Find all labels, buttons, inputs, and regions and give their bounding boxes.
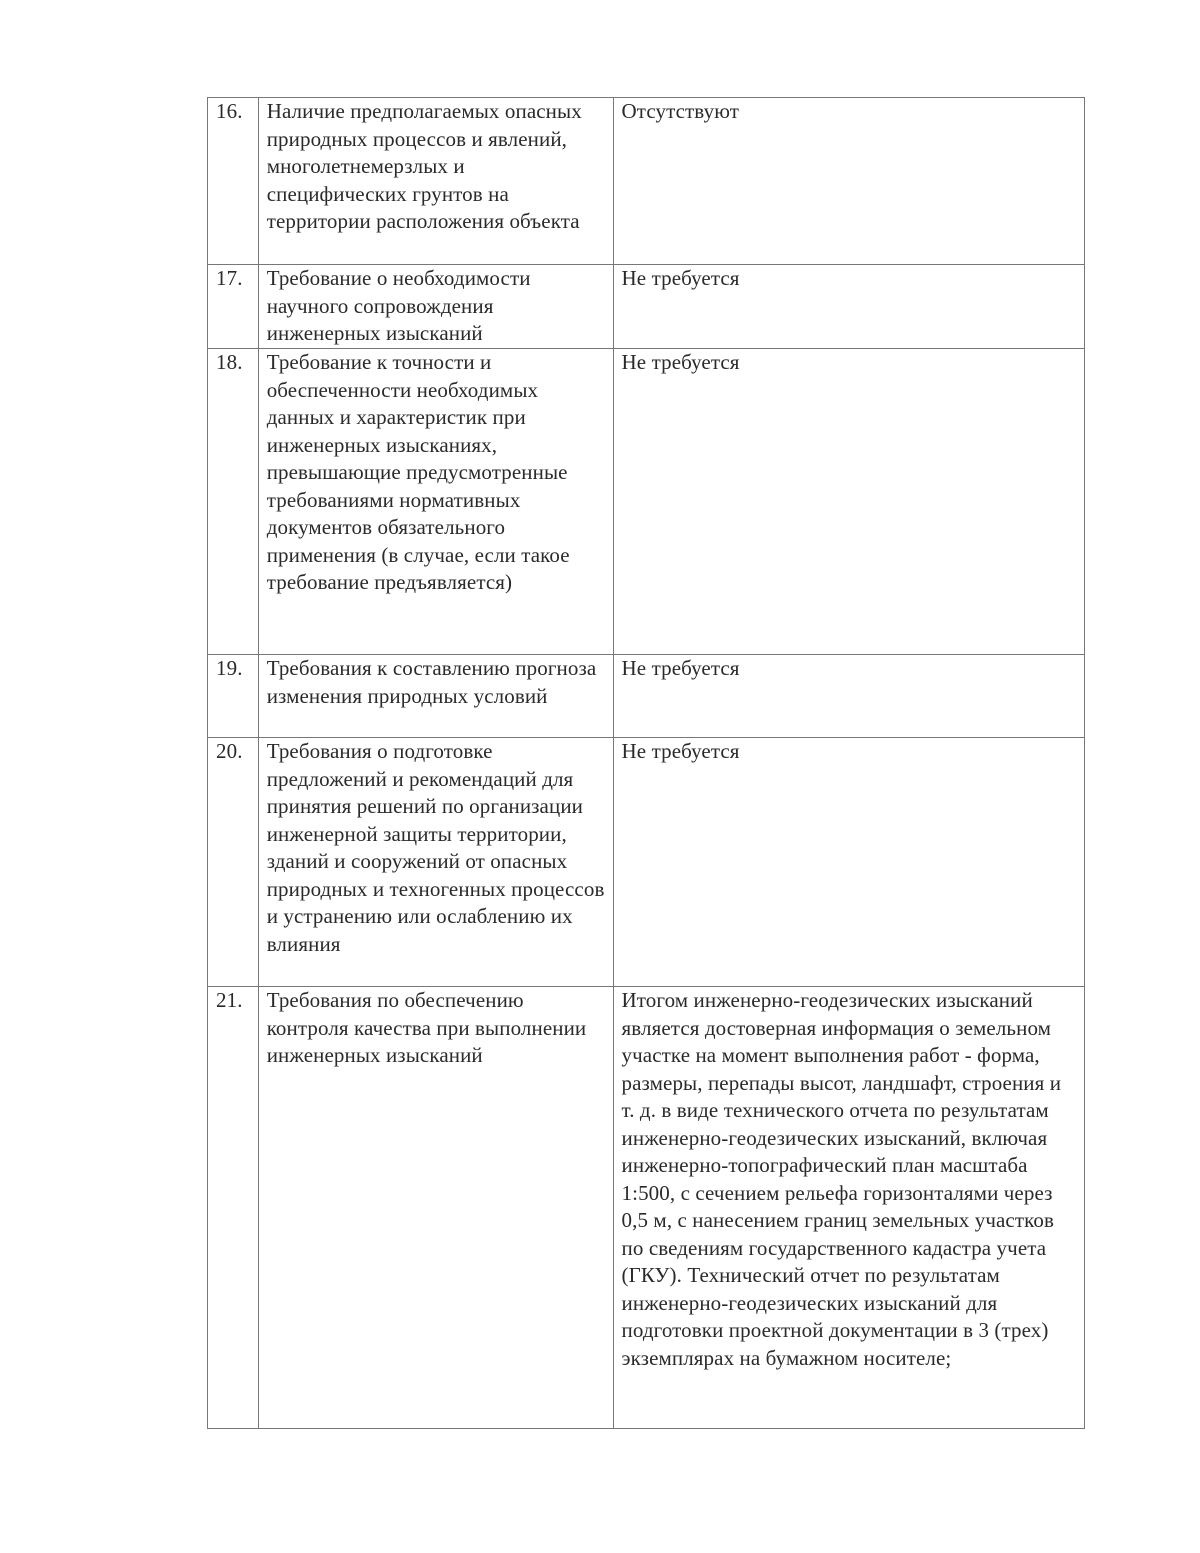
requirement-text: Требования к составлению прогноза изменения природных условий bbox=[266, 656, 597, 708]
table-row bbox=[208, 98, 1085, 265]
value-text: Отсутствуют bbox=[621, 99, 739, 123]
requirement-cell bbox=[258, 265, 613, 349]
requirement-text: Требования о подготовке предложений и рекомендаций для принятия решений по организации инженерной защиты территории, зданий и сооружений от опасных природных и техногенных процессов и устранению или ослаблению их влияния bbox=[266, 739, 605, 956]
value-cell bbox=[613, 265, 1084, 349]
table-row bbox=[208, 265, 1085, 349]
row-number: 21. bbox=[208, 987, 259, 1429]
requirement-text: Требования по обеспечению контроля качества при выполнении инженерных изысканий bbox=[266, 988, 587, 1067]
value-cell bbox=[613, 98, 1084, 265]
row-number: 16. bbox=[208, 98, 259, 265]
requirement-cell bbox=[258, 987, 613, 1429]
value-text: Не требуется bbox=[621, 266, 740, 290]
requirement-text: Требование о необходимости научного сопровождения инженерных изысканий bbox=[266, 266, 531, 345]
row-number: 17. bbox=[208, 265, 259, 349]
requirement-cell bbox=[258, 738, 613, 987]
value-text: Не требуется bbox=[621, 656, 740, 680]
row-number: 18. bbox=[208, 349, 259, 655]
requirement-text: Наличие предполагаемых опасных природных процессов и явлений, многолетнемерзлых и специфических грунтов на территории расположения объекта bbox=[266, 99, 582, 233]
value-text: Не требуется bbox=[621, 739, 740, 763]
table-row bbox=[208, 655, 1085, 738]
requirements-table bbox=[207, 97, 1085, 1429]
requirement-cell bbox=[258, 655, 613, 738]
table-row bbox=[208, 987, 1085, 1429]
value-text: Итогом инженерно-геодезических изысканий является достоверная информация о земельном участке на момент выполнения работ - форма, размеры, перепады высот, ландшафт, строения и т. д. в виде технического отчета по результатам инженерно-геодезических изысканий, включая инженерно-топографический план масштаба 1:500, с сечением рельефа горизонталями через 0,5 м, с нанесением границ земельных участков по сведениям государственного кадастра учета (ГКУ). Технический отчет по результатам инженерно-геодезических изысканий для подготовки проектной документации в 3 (трех) экземплярах на бумажном носителе; bbox=[621, 988, 1062, 1370]
row-number: 20. bbox=[208, 738, 259, 987]
table-row bbox=[208, 349, 1085, 655]
requirement-text: Требование к точности и обеспеченности необходимых данных и характеристик при инженерных изысканиях, превышающие предусмотренные требованиями нормативных документов обязательного применения (в случае, если такое требование предъявляется) bbox=[266, 350, 570, 594]
requirement-cell bbox=[258, 98, 613, 265]
value-cell bbox=[613, 738, 1084, 987]
value-cell bbox=[613, 349, 1084, 655]
value-text: Не требуется bbox=[621, 350, 740, 374]
value-cell bbox=[613, 987, 1084, 1429]
row-number: 19. bbox=[208, 655, 259, 738]
table-row bbox=[208, 738, 1085, 987]
requirement-cell bbox=[258, 349, 613, 655]
value-cell bbox=[613, 655, 1084, 738]
